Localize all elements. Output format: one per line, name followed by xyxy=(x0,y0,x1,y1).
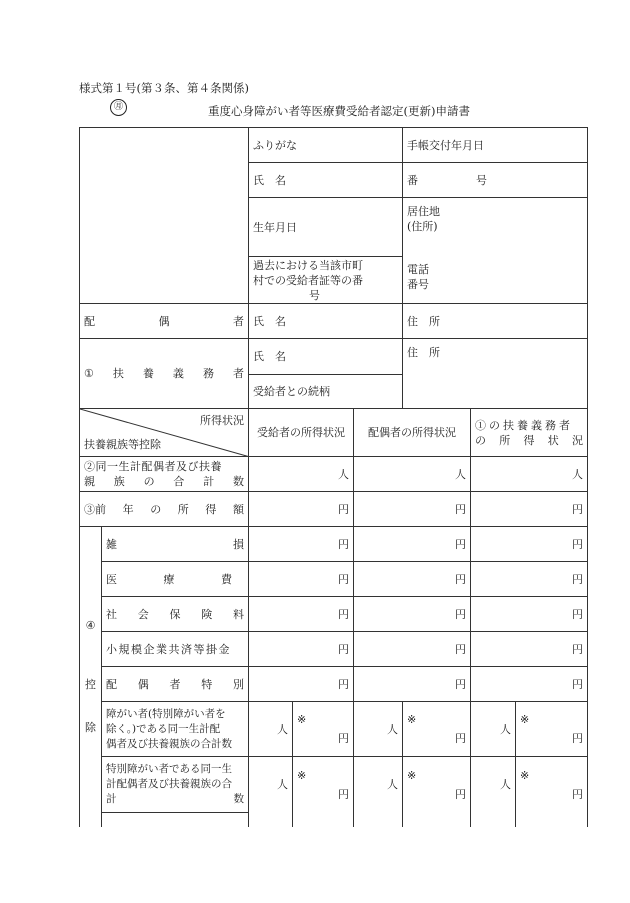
supporter-income-header: ①の扶養義務者 の 所 得 状 況 xyxy=(471,409,588,457)
recipient-yen-cell: 円 xyxy=(249,632,354,667)
supporter-yen-cell: 円 xyxy=(471,632,588,667)
recipient-person-cell: 人 xyxy=(249,457,354,492)
spouse-yen-cell: 円 xyxy=(354,632,471,667)
spouse-person-cell: 人 xyxy=(354,702,403,757)
prior-year-income-label: ③前 年 の 所 得 額 xyxy=(80,492,249,527)
deduction-item-label: 配 偶 者 特 別 xyxy=(102,667,249,702)
spouse-yen-cell: 円 xyxy=(354,597,471,632)
past-number-label: 過去における当該市町 村での受給者証等の番 号 xyxy=(249,257,403,304)
recipient-person-cell: 人 xyxy=(249,757,293,813)
supporter-person-cell: 人 xyxy=(471,702,516,757)
special-disabled-label: 特別障がい者である同一生 計配偶者及び扶養親族の合 計 数 xyxy=(102,757,249,813)
deduction-group-label: ④ 控 除 xyxy=(80,527,102,827)
disabled-dependents-label: 障がい者(特別障がい者を 除く。)である同一生計配 偶者及び扶養親族の合計数 xyxy=(102,702,249,757)
spouse-amount-cell: ※ 円 xyxy=(403,702,471,757)
spouse-yen-cell: 円 xyxy=(354,562,471,597)
spouse-amount-cell: ※ 円 xyxy=(403,757,471,813)
income-diagonal-header: 所得状況 扶養親族等控除 xyxy=(80,409,249,457)
supporter-person-cell: 人 xyxy=(471,457,588,492)
supporter-amount-cell: ※ 円 xyxy=(516,702,588,757)
supporter-name-label: 氏 名 xyxy=(249,339,403,375)
form-number: 様式第１号(第３条、第４条関係) xyxy=(79,81,249,95)
supporter-person-cell: 人 xyxy=(471,757,516,813)
recipient-yen-cell: 円 xyxy=(249,597,354,632)
spouse-yen-cell: 円 xyxy=(354,667,471,702)
deduction-item-label: 雑 損 xyxy=(102,527,249,562)
deduction-item-label: 医 療 費 xyxy=(102,562,249,597)
recipient-yen-cell: 円 xyxy=(249,562,354,597)
recipient-person-cell: 人 xyxy=(249,702,293,757)
birth-date-label: 生年月日 xyxy=(249,198,403,257)
spouse-income-header: 配偶者の所得状況 xyxy=(354,409,471,457)
recipient-amount-cell: ※ 円 xyxy=(293,702,354,757)
recipient-income-header: 受給者の所得状況 xyxy=(249,409,354,457)
deduction-item-label: 小規模企業共済等掛金 xyxy=(102,632,249,667)
recipient-yen-cell: 円 xyxy=(249,527,354,562)
supporter-yen-cell: 円 xyxy=(471,597,588,632)
spouse-address-label: 住 所 xyxy=(403,304,588,339)
supporter-yen-cell: 円 xyxy=(471,527,588,562)
spouse-yen-cell: 円 xyxy=(354,527,471,562)
supporter-yen-cell: 円 xyxy=(471,562,588,597)
spouse-label: 配 偶 者 xyxy=(80,304,249,339)
supporter-yen-cell: 円 xyxy=(471,492,588,527)
spouse-name-label: 氏 名 xyxy=(249,304,403,339)
application-form-table xyxy=(79,127,588,827)
supporter-relation-label: 受給者との続柄 xyxy=(249,375,403,409)
supporter-yen-cell: 円 xyxy=(471,667,588,702)
document-title: 重度心身障がい者等医療費受給者認定(更新)申請書 xyxy=(208,104,470,118)
address-label: 居住地 (住所) 電話 番号 xyxy=(403,198,588,304)
supporter-amount-cell: ※ 円 xyxy=(516,757,588,813)
seal-mark: ㊊ xyxy=(110,99,127,116)
spouse-person-cell: 人 xyxy=(354,757,403,813)
supporter-label: ① 扶 養 義 務 者 xyxy=(80,339,249,409)
number-label: 番 号 xyxy=(407,173,487,187)
recipient-amount-cell: ※ 円 xyxy=(293,757,354,813)
name-label: 氏 名 xyxy=(249,163,403,198)
supporter-address-label: 住 所 xyxy=(403,339,588,409)
notebook-date-label: 手帳交付年月日 xyxy=(403,128,588,163)
spouse-person-cell: 人 xyxy=(354,457,471,492)
furigana-label: ふりがな xyxy=(249,128,403,163)
recipient-yen-cell: 円 xyxy=(249,667,354,702)
photo-area xyxy=(80,128,249,304)
spouse-yen-cell: 円 xyxy=(354,492,471,527)
dependents-count-label: ②同一生計配偶者及び扶養 親 族 の 合 計 数 xyxy=(80,457,249,492)
recipient-yen-cell: 円 xyxy=(249,492,354,527)
deduction-item-label: 社 会 保 険 料 xyxy=(102,597,249,632)
